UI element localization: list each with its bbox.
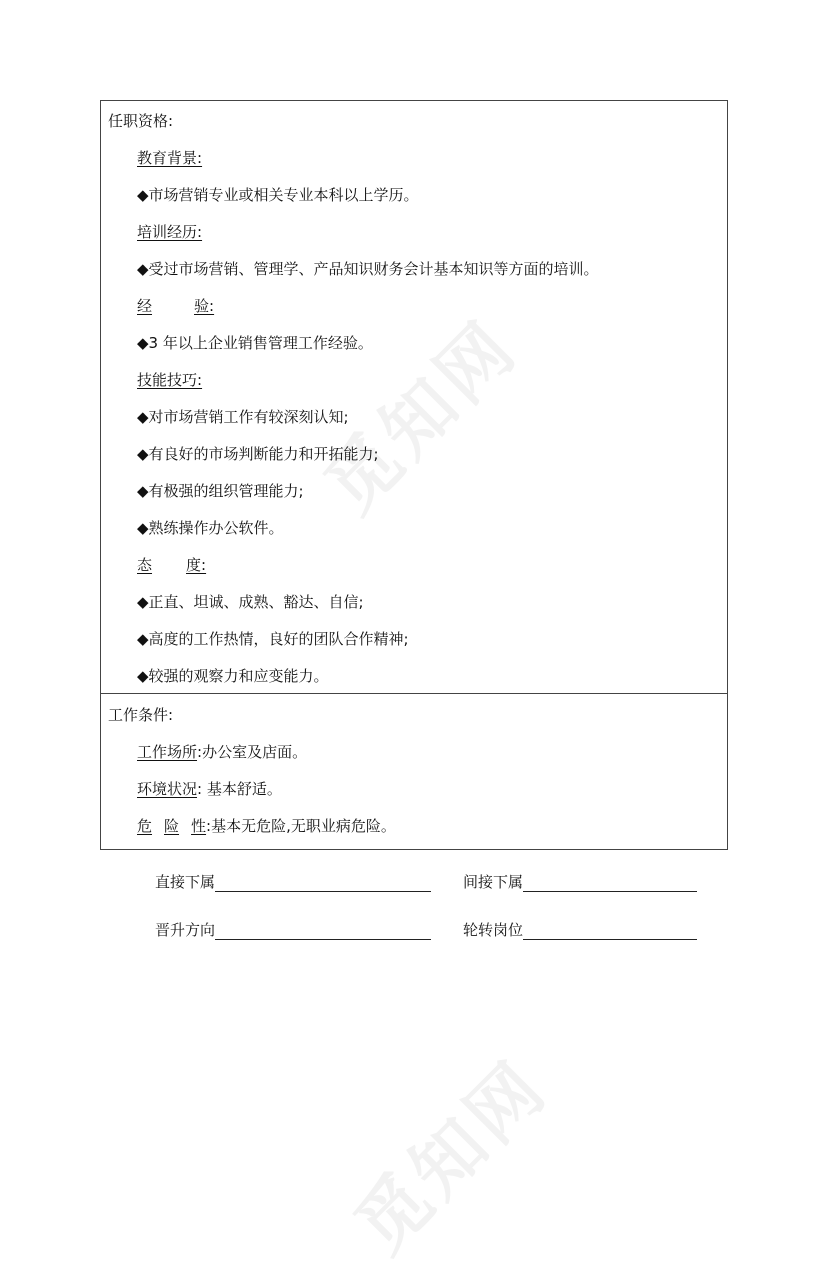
education-heading: [101, 148, 202, 168]
indirect-subordinate-blank[interactable]: [523, 873, 697, 892]
direct-subordinate-label: 直接下属: [155, 873, 216, 891]
watermark: 觅知网: [308, 303, 534, 529]
rotation-label: 轮转岗位: [463, 921, 524, 939]
indirect-subordinate-field: [463, 872, 697, 892]
direct-subordinate-blank[interactable]: [215, 873, 431, 892]
watermark-bottom: 觅知网: [338, 1043, 564, 1269]
promotion-blank[interactable]: [215, 921, 431, 940]
work-place-row: [101, 742, 307, 762]
skills-heading-text: 技能技巧:: [137, 371, 203, 389]
direct-subordinate-field: [155, 872, 431, 892]
attitude-heading: [101, 555, 206, 575]
attitude-item: ◆高度的工作热情，良好的团队合作精神;: [137, 630, 409, 648]
experience-heading: [101, 296, 214, 316]
skills-item: ◆有极强的组织管理能力;: [137, 482, 304, 500]
skills-item: ◆熟练操作办公软件。: [137, 519, 284, 537]
work-place-value: :办公室及店面。: [197, 743, 308, 761]
attitude-item: ◆正直、坦诚、成熟、豁达、自信;: [137, 593, 364, 611]
skills-item: ◆对市场营销工作有较深刻认知;: [137, 408, 349, 426]
work-place-label: 工作场所: [137, 743, 198, 761]
danger-row: [101, 816, 396, 836]
danger-label: 危 险 性: [137, 817, 207, 835]
job-requirements-table: [100, 100, 728, 850]
skills-heading: [101, 370, 202, 390]
attitude-item: ◆较强的观察力和应变能力。: [137, 667, 329, 685]
training-heading-text: 培训经历:: [137, 223, 203, 241]
training-item: ◆受过市场营销、管理学、产品知识财务会计基本知识等方面的培训。: [137, 260, 599, 278]
indirect-subordinate-label: 间接下属: [463, 873, 524, 891]
attitude-heading-text: 态 度:: [137, 556, 207, 574]
training-heading: [101, 222, 202, 242]
experience-item: ◆3 年以上企业销售管理工作经验。: [137, 334, 373, 352]
experience-heading-text: 经 验:: [137, 297, 215, 315]
education-item: ◆市场营销专业或相关专业本科以上学历。: [137, 186, 419, 204]
conditions-title: 工作条件:: [108, 706, 174, 724]
environment-row: [101, 779, 282, 799]
qualifications-section: [101, 101, 727, 693]
environment-label: 环境状况: [137, 780, 198, 798]
rotation-field: [463, 920, 697, 940]
environment-value: : 基本舒适。: [197, 780, 282, 798]
danger-value: :基本无危险,无职业病危险。: [206, 817, 396, 835]
qualifications-title: 任职资格:: [108, 112, 174, 130]
conditions-section: [101, 693, 727, 849]
skills-item: ◆有良好的市场判断能力和开拓能力;: [137, 445, 379, 463]
promotion-label: 晋升方向: [155, 921, 216, 939]
rotation-blank[interactable]: [523, 921, 697, 940]
education-heading-text: 教育背景:: [137, 149, 203, 167]
promotion-field: [155, 920, 431, 940]
